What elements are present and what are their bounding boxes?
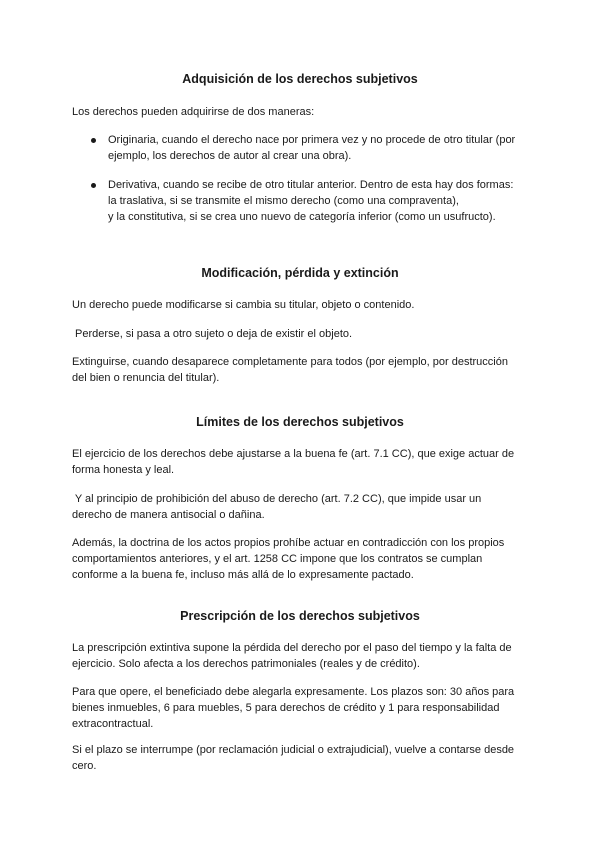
paragraph [72,446,532,478]
bullet-dot [91,183,96,188]
text-line: Los derechos pueden adquirirse de dos maneras: [72,106,315,118]
text-line: forma honesta y leal. [72,464,175,476]
paragraph [72,684,532,732]
text-line: conforme a la buena fe, incluso más allá de lo expresamente pactado. [72,569,414,581]
section-heading-adquisicion: Adquisición de los derechos subjetivos [182,72,418,86]
text-line: Extinguirse, cuando desaparece completamente para todos (por ejemplo, por destrucción [72,356,508,368]
paragraph [72,354,532,386]
paragraph [72,535,532,583]
paragraph [72,297,532,313]
text-line: bienes inmuebles, 6 para muebles, 5 para derechos de crédito y 1 para responsabilidad [72,702,500,714]
section-heading-prescripcion: Prescripción de los derechos subjetivos [180,609,420,623]
paragraph [72,326,532,342]
text-line: ejemplo, los derechos de autor al crear una obra). [108,150,352,162]
text-line: Perderse, si pasa a otro sujeto o deja de existir el objeto. [72,328,353,340]
text-line: ejercicio. Solo afecta a los derechos patrimoniales (reales y de crédito). [72,658,420,670]
intro-paragraph [72,104,532,120]
text-line: y la constitutiva, si se crea uno nuevo de categoría inferior (como un usufructo). [108,211,496,223]
section-heading-modificacion: Modificación, pérdida y extinción [201,266,399,280]
text-line: La prescripción extintiva supone la pérdida del derecho por el paso del tiempo y la falta de [72,642,512,654]
text-line: derecho de manera antisocial o dañina. [72,509,265,521]
paragraph [72,491,532,523]
text-line: del bien o renuncia del titular). [72,372,220,384]
text-line: comportamientos anteriores, y el art. 1258 CC impone que los contratos se cumplan [72,553,483,565]
paragraph [72,742,532,774]
text-line: Y al principio de prohibición del abuso de derecho (art. 7.2 CC), que impide usar un [72,493,482,505]
bullet-dot [91,138,96,143]
bullet-item-originaria [108,132,538,164]
text-line: cero. [72,760,97,772]
text-line: Originaria, cuando el derecho nace por primera vez y no procede de otro titular (por [108,134,516,146]
text-line: Derivativa, cuando se recibe de otro titular anterior. Dentro de esta hay dos formas: [108,179,514,191]
text-line: Si el plazo se interrumpe (por reclamación judicial o extrajudicial), vuelve a contarse desde [72,744,515,756]
paragraph [72,640,532,672]
text-line: Un derecho puede modificarse si cambia su titular, objeto o contenido. [72,299,415,311]
text-line: la traslativa, si se transmite el mismo derecho (como una compraventa), [108,195,459,207]
section-heading-limites: Límites de los derechos subjetivos [196,415,404,429]
text-line: extracontractual. [72,718,154,730]
text-line: Para que opere, el beneficiado debe alegarla expresamente. Los plazos son: 30 años para [72,686,515,698]
bullet-item-derivativa [108,177,538,225]
text-line: El ejercicio de los derechos debe ajustarse a la buena fe (art. 7.1 CC), que exige actuar de [72,448,515,460]
text-line: Además, la doctrina de los actos propios prohíbe actuar en contradicción con los propios [72,537,505,549]
